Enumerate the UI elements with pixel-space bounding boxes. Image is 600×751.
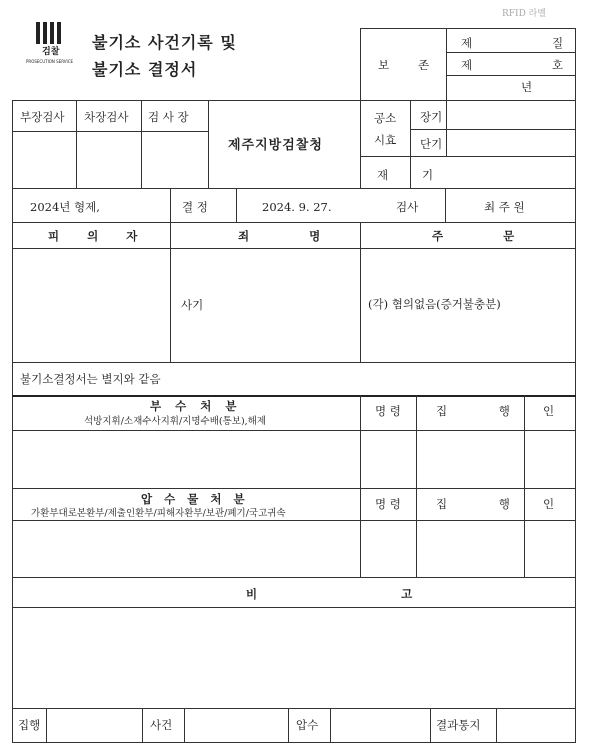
prosecutor-label: 검사 [396, 200, 419, 214]
remarks-title: 비 고 [246, 587, 483, 601]
footer-result-notice: 결과통지 [436, 718, 481, 732]
preservation-je2: 제 [461, 58, 473, 72]
incidental-in-label: 인 [543, 404, 555, 418]
footer-seizure: 압수 [296, 718, 319, 732]
statute-short: 단기 [420, 137, 443, 151]
logo-text: 검찰 [42, 47, 60, 57]
seized-in-label: 인 [543, 497, 555, 511]
incidental-title: 부 수 처 분 [150, 399, 242, 413]
statute-gi: 기 [422, 168, 434, 182]
statute-label-1: 공소 [374, 111, 397, 125]
order-value: (각) 혐의없음(증거불충분) [368, 297, 501, 311]
approval-chief: 검 사 장 [148, 110, 189, 124]
footer-case: 사건 [150, 718, 173, 732]
seized-subtitle: 가환부대로본환부/제출인환부/피해자환부/보관/폐기/국고귀속 [31, 508, 286, 519]
preservation-ho: 호 [552, 58, 564, 72]
preservation-nyeon: 년 [521, 80, 533, 94]
preservation-jil: 질 [552, 36, 564, 50]
column-suspect: 피 의 자 [48, 229, 150, 243]
charge-value: 사기 [181, 298, 204, 312]
form-title-line1: 불기소 사건기록 및 [92, 33, 237, 52]
seized-order-label: 명 령 [375, 497, 401, 511]
approval-vice: 차장검사 [84, 110, 129, 124]
prosecutor-name: 최 주 원 [484, 200, 525, 214]
decision-date: 2024. 9. 27. [262, 200, 332, 214]
statute-label-2: 시효 [374, 133, 397, 147]
column-order: 주 문 [432, 229, 543, 243]
rfid-label: RFID 라벨 [502, 9, 547, 19]
column-charge: 죄 명 [238, 229, 349, 243]
seized-title: 압 수 물 처 분 [141, 492, 249, 506]
approval-deputy: 부장검사 [20, 110, 65, 124]
statute-long: 장기 [420, 110, 443, 124]
seized-executor-label: 집 행 [436, 497, 534, 511]
office-name: 제주지방검찰청 [228, 138, 323, 153]
decision-label: 결 정 [182, 200, 208, 214]
footer-execution: 집행 [18, 718, 41, 732]
incidental-order-label: 명 령 [375, 404, 401, 418]
logo-subtext: PROSECUTION SERVICE [26, 59, 74, 64]
preservation-label-bo: 보 [378, 58, 390, 72]
preservation-label-jon: 존 [418, 58, 430, 72]
decision-note: 불기소결정서는 별지와 같음 [20, 372, 161, 386]
form-title-line2: 불기소 결정서 [92, 60, 198, 79]
preservation-je1: 제 [461, 36, 473, 50]
incidental-subtitle: 석방지휘/소재수사지휘/지명수배(통보),해제 [84, 416, 267, 427]
case-number: 2024년 형제, [30, 200, 100, 214]
prosecution-logo [36, 22, 64, 48]
incidental-executor-label: 집 행 [436, 404, 534, 418]
statute-jae: 재 [377, 168, 389, 182]
